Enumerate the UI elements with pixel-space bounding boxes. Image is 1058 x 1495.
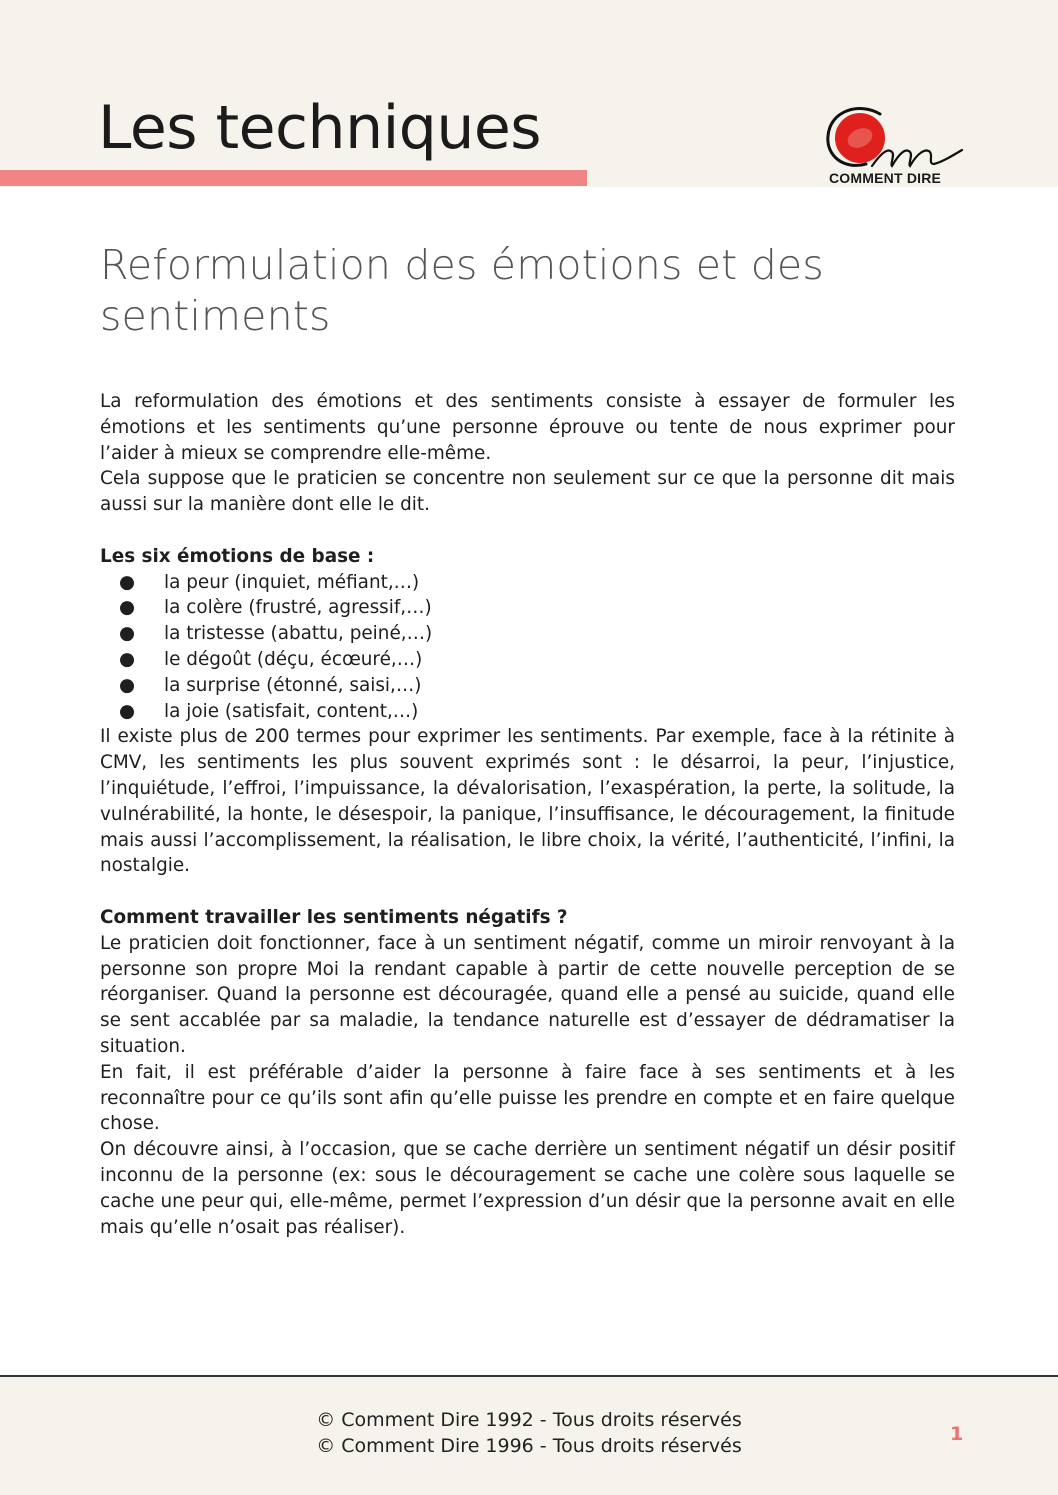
section-title: Reformulation des émotions et des sentiments bbox=[100, 241, 824, 340]
paragraph-gap bbox=[100, 518, 955, 544]
list-item bbox=[100, 673, 955, 699]
page-number: 1 bbox=[950, 1423, 964, 1445]
list-item-text: la surprise (étonné, saisi,…) bbox=[164, 674, 422, 696]
bullet-icon: ● bbox=[119, 674, 136, 696]
list-item bbox=[100, 647, 955, 673]
list-item-text: la colère (frustré, agressif,…) bbox=[164, 597, 432, 619]
intro-paragraph: La reformulation des émotions et des sentiments consiste à essayer de formuler les émotions et les sentiments qu’une personne éprouve ou tente de nous exprimer pour l’aider à mieux se comprendre elle-même. bbox=[100, 391, 955, 464]
negative-paragraph-1: Le praticien doit fonctionner, face à un sentiment négatif, comme un miroir renvoyant à la personne son propre Moi la rendant capable à partir de cette nouvelle perception de se réorganiser. Quand la personne est découragée, quand elle a pensé au suicide, quand elle se sent accablée par sa maladie, la tendance naturelle est d’essayer de dédramatiser la situation. bbox=[100, 932, 955, 1057]
emotions-list bbox=[100, 570, 955, 725]
bullet-icon: ● bbox=[119, 623, 136, 645]
emotions-heading: Les six émotions de base : bbox=[100, 545, 375, 567]
negative-paragraph-2: En fait, il est préférable d’aider la personne à faire face à ses sentiments et à les reconnaître pour ce qu’ils sont afin qu’elle puisse les prendre en compte et en faire quelque chose. bbox=[100, 1061, 955, 1135]
intro-paragraph-2: Cela suppose que le praticien se concentre non seulement sur ce que la personne dit mais aussi sur la manière dont elle le dit. bbox=[100, 468, 955, 516]
bullet-icon: ● bbox=[119, 700, 136, 722]
list-item-text: la joie (satisfait, content,…) bbox=[164, 700, 419, 722]
list-item bbox=[100, 595, 955, 621]
copyright-line: © Comment Dire 1996 - Tous droits réservés bbox=[316, 1435, 742, 1457]
logo-text: COMMENT DIRE bbox=[829, 170, 942, 186]
list-item-text: la tristesse (abattu, peiné,…) bbox=[164, 623, 433, 645]
negative-heading: Comment travailler les sentiments négatifs ? bbox=[100, 906, 568, 928]
comment-dire-logo-icon bbox=[822, 104, 967, 174]
list-item bbox=[100, 570, 955, 596]
list-item bbox=[100, 699, 955, 725]
list-item bbox=[100, 621, 955, 647]
list-item-text: la peur (inquiet, méfiant,…) bbox=[164, 571, 420, 593]
title-underline-bar bbox=[0, 170, 587, 186]
list-item-text: le dégoût (déçu, écœuré,…) bbox=[164, 648, 423, 670]
paragraph-gap bbox=[100, 879, 955, 905]
sentiments-paragraph: Il existe plus de 200 termes pour exprimer les sentiments. Par exemple, face à la rétinite à CMV, les sentiments les plus souvent exprimés sont : le désarroi, la peur, l’injustice, l’inquiétude, l’effroi, l’impuissance, la dévalorisation, l’exaspération, la perte, la solitude, la vulnérabilité, la honte, le désespoir, la panique, l’insuffisance, le découragement, la finitude mais aussi l’accomplissement, la réalisation, le libre choix, la vérité, l’authenticité, l’infini, la nostalgie. bbox=[100, 726, 955, 877]
bullet-icon: ● bbox=[119, 648, 136, 670]
bullet-icon: ● bbox=[119, 597, 136, 619]
page-footer bbox=[0, 1377, 1058, 1495]
page-header bbox=[0, 0, 1058, 187]
comment-dire-logo bbox=[822, 104, 967, 190]
copyright-line: © Comment Dire 1992 - Tous droits réservés bbox=[316, 1409, 742, 1431]
negative-paragraph-3: On découvre ainsi, à l’occasion, que se cache derrière un sentiment négatif un désir positif inconnu de la personne (ex: sous le découragement se cache une colère sous laquelle se cache une peur qui, elle-même, permet l’expression d’un désir que la personne avait en elle mais qu’elle n’osait pas réaliser). bbox=[100, 1139, 955, 1238]
bullet-icon: ● bbox=[119, 571, 136, 593]
copyright-block bbox=[0, 1407, 1058, 1459]
page-title: Les techniques bbox=[98, 93, 542, 163]
document-body bbox=[100, 389, 955, 1240]
